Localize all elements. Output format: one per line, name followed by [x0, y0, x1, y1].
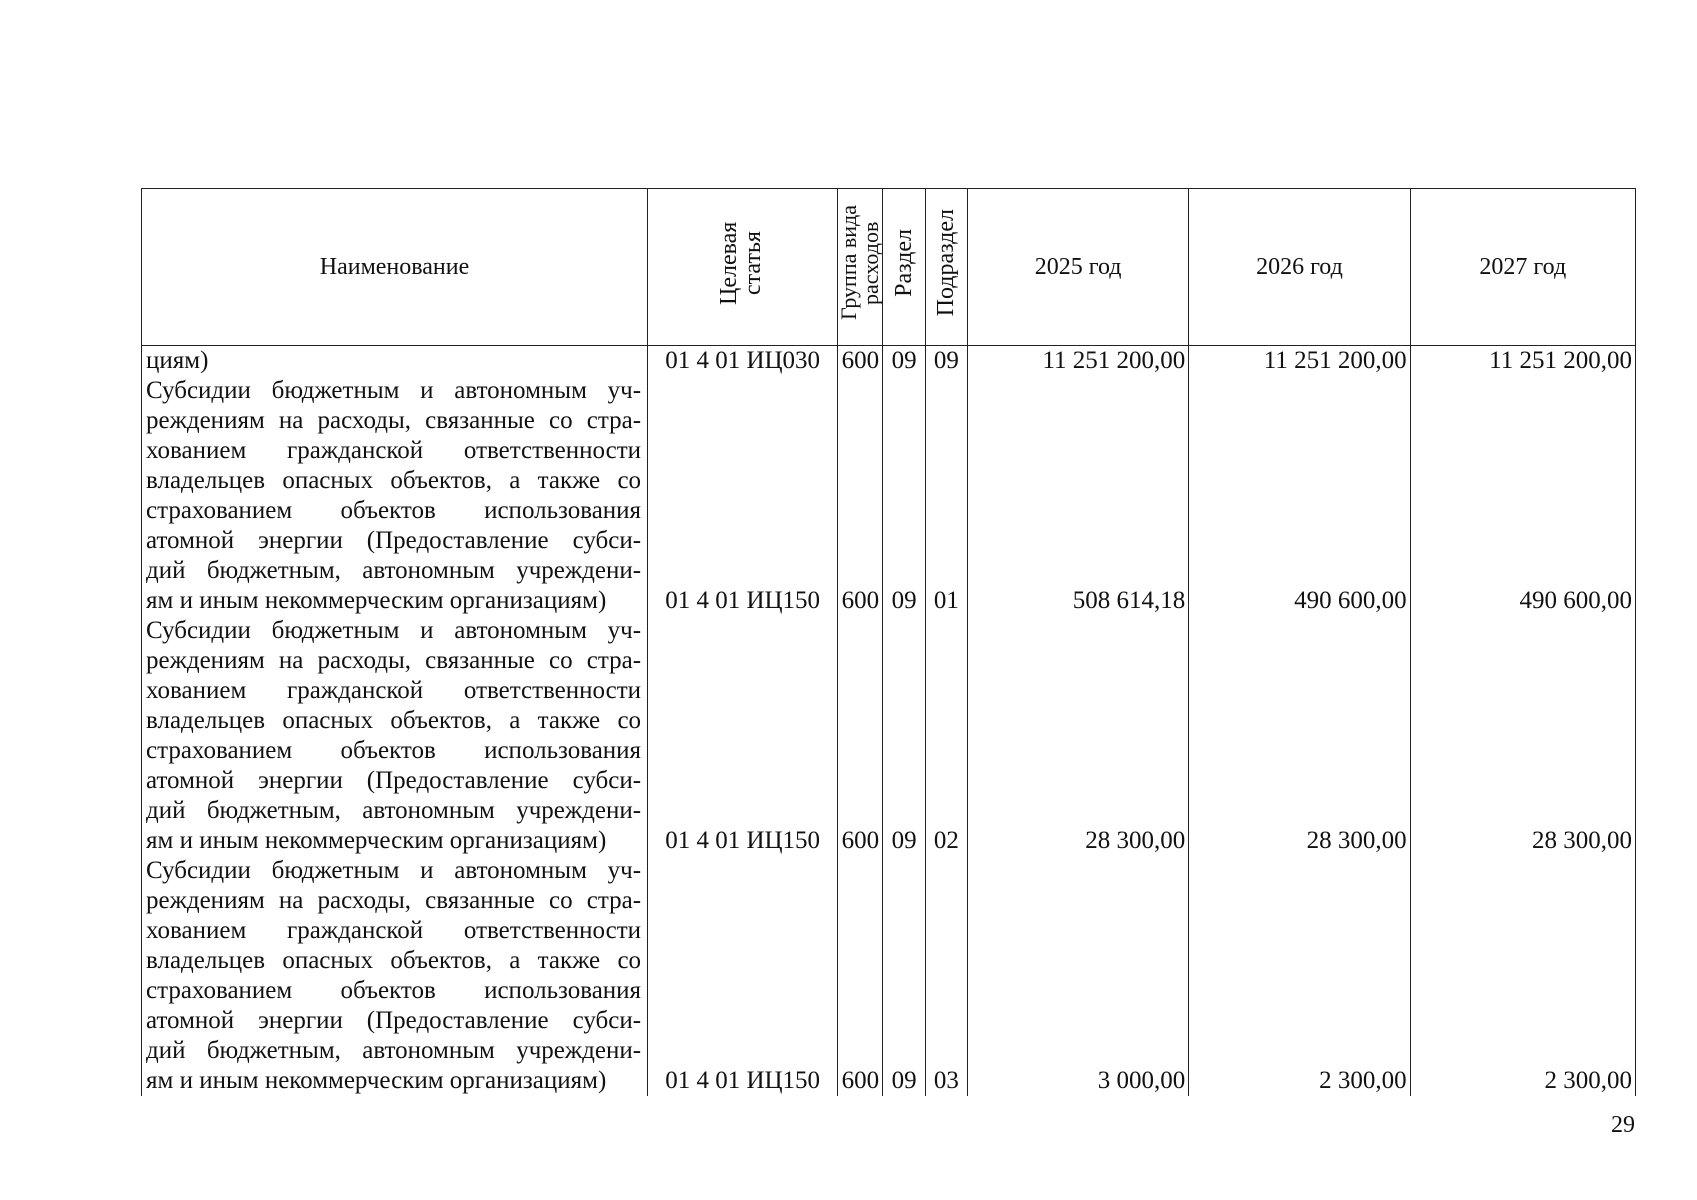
row-name-line: атомной энергии (Предоставление субси- [146, 1007, 642, 1034]
row-target-article: 01 4 01 ИЦ150 [648, 856, 838, 1096]
table-row [142, 376, 1636, 616]
row-name-line: ям и иным некоммерческим организациям) [146, 827, 607, 854]
row-target-article: 01 4 01 ИЦ150 [648, 376, 838, 616]
row-name-line: дий бюджетным, автономным учреждени- [146, 557, 642, 584]
row-subsection: 03 [925, 856, 967, 1096]
row-section: 09 [883, 616, 925, 856]
table-header-row [142, 189, 1636, 346]
row-name [142, 856, 648, 1096]
row-amount-2027: 11 251 200,00 [1410, 346, 1635, 377]
header-section [883, 189, 925, 346]
row-amount-2025: 3 000,00 [967, 856, 1188, 1096]
row-name-line: ям и иным некоммерческим организациям) [146, 587, 607, 614]
row-amount-2026: 28 300,00 [1189, 616, 1410, 856]
row-amount-2025: 28 300,00 [967, 616, 1188, 856]
header-name: Наименование [142, 189, 648, 346]
row-name-line: Субсидии бюджетным и автономным уч- [146, 377, 642, 404]
row-target-article: 01 4 01 ИЦ030 [648, 346, 838, 377]
table-row [142, 616, 1636, 856]
row-name-line: страхованием объектов использования [146, 977, 642, 1004]
row-name-line: владельцев опасных объектов, а также со [146, 707, 642, 734]
row-amount-2027: 28 300,00 [1410, 616, 1635, 856]
header-subsection-text: Подраздел [933, 209, 960, 317]
row-amount-2025: 11 251 200,00 [967, 346, 1188, 377]
row-name-line: Субсидии бюджетным и автономным уч- [146, 857, 642, 884]
header-subsection [925, 189, 967, 346]
row-name-line: Субсидии бюджетным и автономным уч- [146, 617, 642, 644]
row-expense-group: 600 [838, 856, 883, 1096]
header-year-2025: 2025 год [967, 189, 1188, 346]
row-target-article: 01 4 01 ИЦ150 [648, 616, 838, 856]
row-name-line: хованием гражданской ответственности [146, 677, 642, 704]
row-expense-group: 600 [838, 376, 883, 616]
row-name-line: дий бюджетным, автономным учреждени- [146, 797, 642, 824]
row-subsection: 09 [925, 346, 967, 377]
row-name [142, 616, 648, 856]
table-body [142, 346, 1636, 1097]
row-name-line: страхованием объектов использования [146, 497, 642, 524]
header-year-2027: 2027 год [1410, 189, 1635, 346]
header-target-article-text: Целевая статья [715, 221, 766, 305]
row-amount-2026: 490 600,00 [1189, 376, 1410, 616]
row-name-line: реждениям на расходы, связанные со стра- [146, 407, 642, 434]
row-name-line: циям) [146, 347, 209, 374]
header-expense-group [838, 189, 883, 346]
row-name [142, 346, 648, 377]
header-section-text: Раздел [891, 229, 918, 297]
row-name-line: ям и иным некоммерческим организациям) [146, 1067, 607, 1094]
row-subsection: 01 [925, 376, 967, 616]
row-name-line: атомной энергии (Предоставление субси- [146, 767, 642, 794]
row-subsection: 02 [925, 616, 967, 856]
row-expense-group: 600 [838, 616, 883, 856]
row-amount-2025: 508 614,18 [967, 376, 1188, 616]
header-expense-group-text: Группа вида расходов [836, 205, 884, 321]
row-name-line: владельцев опасных объектов, а также со [146, 947, 642, 974]
table-row [142, 346, 1636, 377]
row-section: 09 [883, 346, 925, 377]
row-name-line: реждениям на расходы, связанные со стра- [146, 887, 642, 914]
row-name-line: реждениям на расходы, связанные со стра- [146, 647, 642, 674]
row-amount-2027: 490 600,00 [1410, 376, 1635, 616]
row-expense-group: 600 [838, 346, 883, 377]
row-amount-2026: 2 300,00 [1189, 856, 1410, 1096]
row-section: 09 [883, 376, 925, 616]
row-name-line: владельцев опасных объектов, а также со [146, 467, 642, 494]
row-name-line: страхованием объектов использования [146, 737, 642, 764]
row-name-line: хованием гражданской ответственности [146, 437, 642, 464]
header-year-2026: 2026 год [1189, 189, 1410, 346]
row-amount-2026: 11 251 200,00 [1189, 346, 1410, 377]
row-name-line: атомной энергии (Предоставление субси- [146, 527, 642, 554]
page-number: 29 [1611, 1112, 1635, 1138]
row-amount-2027: 2 300,00 [1410, 856, 1635, 1096]
table-row [142, 856, 1636, 1096]
row-name [142, 376, 648, 616]
header-target-article [648, 189, 838, 346]
row-section: 09 [883, 856, 925, 1096]
budget-table [141, 188, 1636, 1096]
row-name-line: хованием гражданской ответственности [146, 917, 642, 944]
row-name-line: дий бюджетным, автономным учреждени- [146, 1037, 642, 1064]
